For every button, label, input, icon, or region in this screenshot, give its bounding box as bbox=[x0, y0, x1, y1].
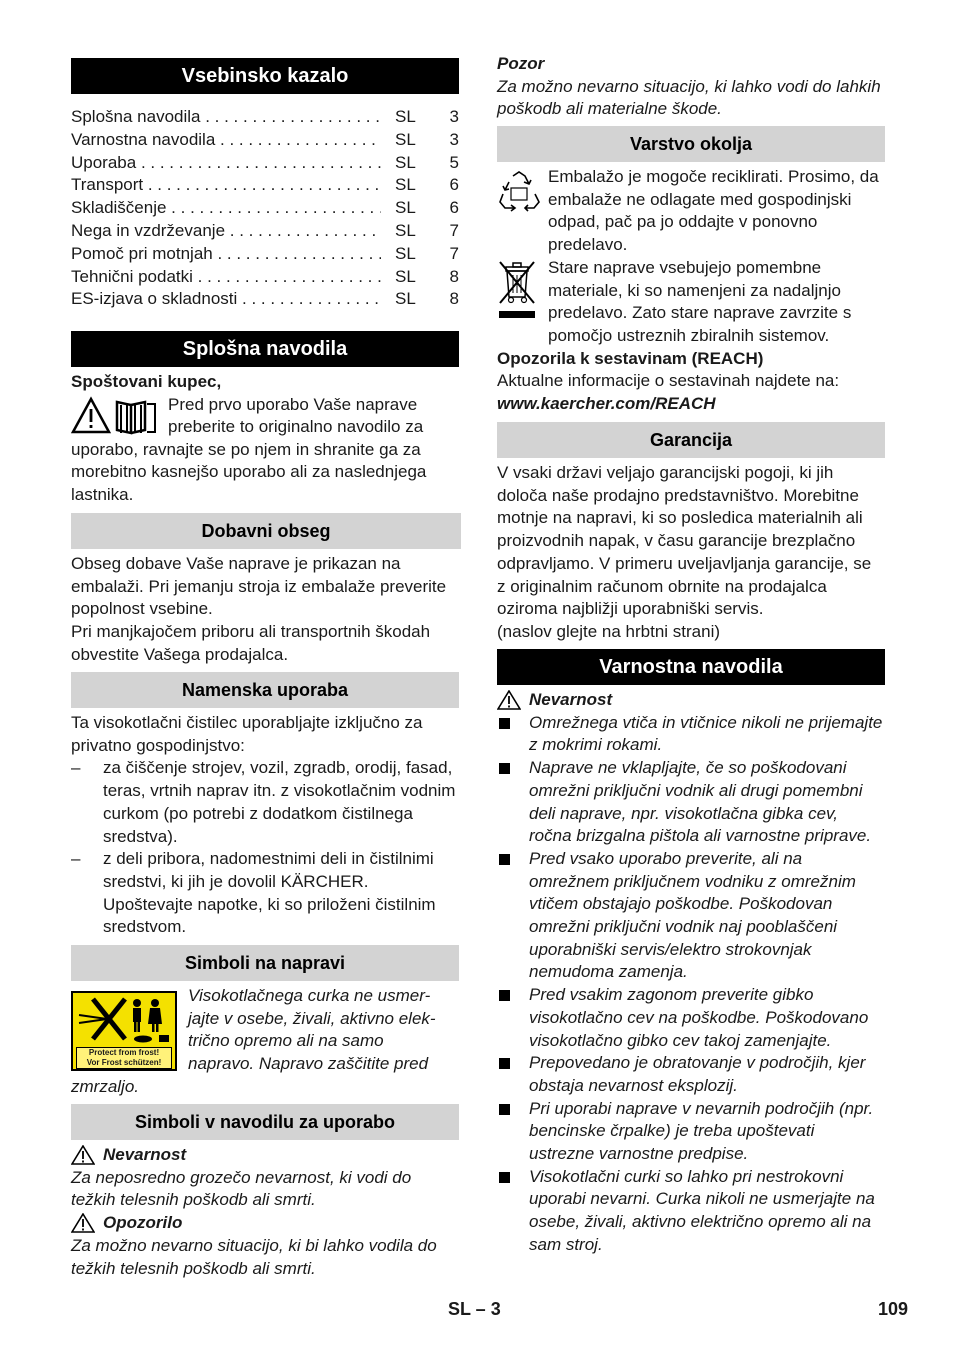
environment-section: Embalažo je mogoče reciklirati. Prosimo, da embalaže ne odlagate med gospodinjski odpad, pač pa jo oddajte v ponovno predelavo. Stare naprave vsebujejo pomembne materiale, ki so namenjeni za nadaljnjo predelavo. Zato stare naprave zavrzite s pomočjo ustreznih zbiralnih sistemov. Opozorila k sestavinam (REACH) Aktualne informacije o sestavinah najdete na: www.kaercher.com/REACH bbox=[497, 166, 884, 416]
toc-entry[interactable]: Splošna navodila . . . SL 3 bbox=[71, 106, 459, 129]
warranty-heading: Garancija bbox=[497, 422, 885, 458]
delivery-section: Obseg dobave Vaše naprave je prikazan na embalaži. Pri jemanju stroja iz embalaže preverite popolnost vsebine. Pri manjkajočem priboru ali transportnih škodah obvestite Vašega prodajalca. bbox=[71, 554, 447, 664]
reach-link[interactable]: www.kaercher.com/REACH bbox=[497, 394, 716, 414]
no-spray-people-animals-icon bbox=[73, 993, 175, 1045]
intended-use-heading: Namenska uporaba bbox=[71, 672, 459, 708]
footer-lang-page: SL – 3 bbox=[448, 1299, 501, 1319]
crossed-out-bin-icon bbox=[497, 259, 537, 321]
list-item: Omrežnega vtiča in vtičnice nikoli ne prijemajte z mokrimi rokami. bbox=[497, 712, 884, 757]
warning-read-manual-icon bbox=[71, 396, 159, 436]
general-section: Spoštovani kupec, Pred prvo uporabo Vaše naprave preberite to originalno navodilo za uporabo, ravnajte se po njem in shranite ga za morebitno kasnejšo uporabo ali za naslednjega lastnika. bbox=[71, 371, 459, 507]
general-intro-text: uporabo, ravnajte se po njem in shranite ga za morebitno kasnejšo uporabo ali za naslednjega lastnika. bbox=[71, 439, 427, 505]
caution-section: Pozor Za možno nevarno situacijo, ki lahko vodi do lahkih poškodb ali materialne škode. bbox=[497, 54, 881, 119]
toc-entry[interactable]: Skladiščenje . . . SL 6 bbox=[71, 197, 459, 220]
safety-section: Nevarnost Omrežnega vtiča in vtičnice nikoli ne prijemajte z mokrimi rokami. Naprave ne vklapljajte, če so poškodovani omrežni priključni vodnik ali drugi pomembni deli naprave, npr. visokotlačna gibka cev, ročna brizgalna pištola ali varnostne priprave. Pred vsako uporabo preverite, ali na omrežnem priključnem vodniku z omrežnim vtičem obstajajo poškodbe. Poškodovan omrežni priključni vodnik naj pooblaščeni uporabniški servis/elektro strokovnjak nemudoma zamenja. Pred vsakim zagonom preverite gibko visokotlačno cev na poškodbe. Poškodovano visokotlačno gibko cev takoj zamenjajte. Prepovedano je obratovanje v področjih, kjer obstaja nevarnost eksplozij. Pri uporabi naprave v nevarnih področjih (npr. bencinske črpalke) je treba upoštevati ustrezne varnostne predpise. Visokotlačni curki so lahko pri nestrokovni uporabi nevarni. Curka nikoli ne usmerjajte na osebe, živali, aktivno električno opremo ali na sam stroj. bbox=[497, 689, 884, 1257]
frost-warning-label-image bbox=[71, 991, 177, 1071]
list-item: Visokotlačni curki so lahko pri nestrokovni uporabi nevarni. Curka nikoli ne usmerjajte na osebe, živali, aktivno električno opremo ali na sam stroj. bbox=[497, 1166, 884, 1257]
safety-heading: Varnostna navodila bbox=[497, 649, 885, 685]
greeting: Spoštovani kupec, bbox=[71, 372, 222, 391]
intended-use-section: Ta visokotlačni čistilec uporabljajte izključno za privatno gospodinjstvo: – za čiščenje strojev, vozil, zgradb, orodij, fasad, teras, vrtnih naprav itn. z visokotlačnim vodnim curkom (po potrebi z dodatkom čistilnega sredstva). – z deli pribora, nadomestnimi deli in čistilnimi sredstvi, ki jih je dovolil KÄRCHER. Upoštevajte napotke, ki so priloženi čistilnim sredstvom. bbox=[71, 712, 459, 939]
device-symbols-heading: Simboli na napravi bbox=[71, 945, 459, 981]
manual-symbols-heading: Simboli v navodilu za uporabo bbox=[71, 1104, 459, 1140]
toc-entry[interactable]: Tehnični podatki . . . SL 8 bbox=[71, 266, 459, 289]
list-item: Naprave ne vklapljajte, če so poškodovani omrežni priključni vodnik ali drugi pomembni deli naprave, npr. visokotlačna gibka cev, ročna brizgalna pištola ali varnostne priprave. bbox=[497, 757, 884, 848]
reach-title: Opozorila k sestavinam (REACH) bbox=[497, 348, 764, 368]
toc-entry[interactable]: Transport . . . SL 6 bbox=[71, 174, 459, 197]
warning-triangle-icon bbox=[71, 1213, 95, 1233]
footer-page-number: 109 bbox=[878, 1299, 909, 1319]
toc-heading: Vsebinsko kazalo bbox=[71, 58, 459, 94]
list-item: – za čiščenje strojev, vozil, zgradb, orodij, fasad, teras, vrtnih naprav itn. z visokotlačnim vodnim curkom (po potrebi z dodatkom čistilnega sredstva). bbox=[71, 758, 456, 846]
device-symbols-section: Protect from frost! Vor Frost schützen! Visokotlačnega curka ne usmer- jajte v osebe, živali, aktivno elek- trično opremo ali na samo napravo. Napravo zaščitite pred zmrzaljo. bbox=[71, 986, 436, 1096]
toc-entry[interactable]: ES-izjava o skladnosti . . . SL 8 bbox=[71, 288, 459, 311]
delivery-heading: Dobavni obseg bbox=[71, 513, 461, 549]
toc-entry[interactable]: Uporaba . . . SL 5 bbox=[71, 152, 459, 175]
toc-list bbox=[71, 106, 459, 311]
manual-symbols-section: Nevarnost Za neposredno grozečo nevarnost, ki vodi do težkih telesnih poškodb ali smrti. Opozorilo Za možno nevarno situacijo, ki bi lahko vodila do težkih telesnih poškodb ali smrti. bbox=[71, 1145, 437, 1278]
danger-triangle-icon bbox=[497, 690, 521, 710]
toc-entry[interactable]: Varnostna navodila . . . SL 3 bbox=[71, 129, 459, 152]
danger-triangle-icon bbox=[71, 1145, 95, 1165]
list-item: Prepovedano je obratovanje v področjih, kjer obstaja nevarnost eksplozij. bbox=[497, 1052, 884, 1097]
list-item: Pred vsakim zagonom preverite gibko visokotlačno cev na poškodbe. Poškodovano visokotlačno gibko cev takoj zamenjajte. bbox=[497, 984, 884, 1052]
toc-entry[interactable]: Nega in vzdrževanje . . . SL 7 bbox=[71, 220, 459, 243]
list-item: Pred vsako uporabo preverite, ali na omrežnem priključnem vodniku z omrežnim vtičem obstajajo poškodbe. Poškodovan omrežni priključni vodnik naj pooblaščeni uporabniški servis/elektro strokovnjak nemudoma zamenja. bbox=[497, 848, 884, 984]
frost-label: Protect from frost! Vor Frost schützen! bbox=[76, 1047, 172, 1069]
environment-heading: Varstvo okolja bbox=[497, 126, 885, 162]
recycle-icon bbox=[497, 170, 541, 214]
toc-entry[interactable]: Pomoč pri motnjah . . . SL 7 bbox=[71, 243, 459, 266]
list-item: – z deli pribora, nadomestnimi deli in čistilnimi sredstvi, ki jih je dovolil KÄRCHER. Upoštevajte napotke, ki so priloženi čistilnim sredstvom. bbox=[71, 849, 436, 937]
general-heading: Splošna navodila bbox=[71, 331, 459, 367]
warranty-section: V vsaki državi veljajo garancijski pogoji, ki jih določa naše prodajno predstavništvo. Morebitne motnje na napravi, ki so posledica materialnih ali proizvodnih napak, v času garancije brezplačno odpravljamo. V primeru uveljavljanja garancije, se z originalnim računom obrnite na prodajalca oziroma najbližji uporabniški servis. (naslov glejte na hrbtni strani) bbox=[497, 463, 872, 641]
list-item: Pri uporabi naprave v nevarnih področjih (npr. bencinske črpalke) je treba upoštevati ustrezne varnostne predpise. bbox=[497, 1098, 884, 1166]
